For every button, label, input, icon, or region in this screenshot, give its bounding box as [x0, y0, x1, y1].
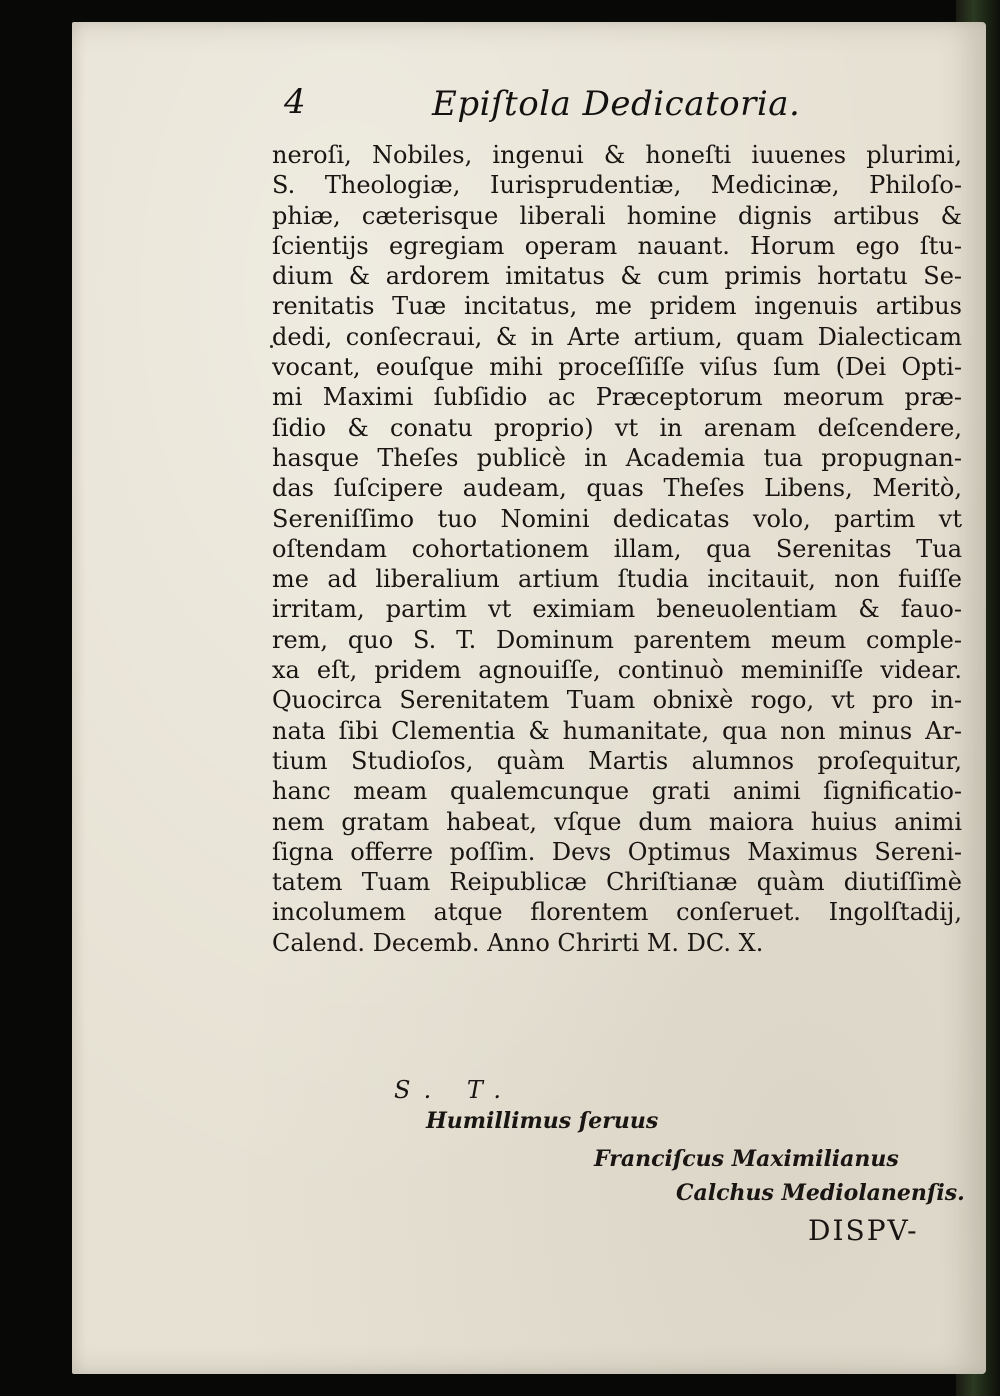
text-line: mi Maximi ſubſidio ac Præceptorum meorum præ- [272, 383, 962, 412]
text-line: nata ſibi Clementia & humanitate, qua non minus Ar- [272, 716, 962, 745]
text-line: dium & ardorem imitatus & cum primis hortatu Se- [272, 262, 962, 291]
text-line: oſtendam cohortationem illam, qua Serenitas Tua [272, 534, 962, 563]
page-number: 4 [284, 82, 306, 122]
text-line: hasque Theſes publicè in Academia tua propugnan- [272, 443, 962, 472]
text-line: xa eſt, pridem agnouiſſe, continuò meminiſſe videar. [272, 656, 962, 685]
text-line: vocant, eouſque mihi proceſſiſſe viſus ſum (Dei Opti- [272, 353, 962, 382]
text-line: Calend. Decemb. Anno Chrirti M. DC. X. [272, 928, 764, 957]
text-line: ſigna offerre poſſim. Devs Optimus Maximus Sereni- [272, 837, 962, 866]
catchword: DISPV- [808, 1214, 919, 1247]
text-line: dedi, conſecraui, & in Arte artium, quam Dialecticam [272, 322, 962, 351]
text-line: tium Studioſos, quàm Martis alumnos proſequitur, [272, 746, 962, 775]
text-line: incolumem atque florentem conſeruet. Ingolſtadij, [272, 898, 962, 927]
text-line: das ſuſcipere audeam, quas Theſes Libens, Meritò, [272, 474, 962, 503]
running-head [284, 82, 824, 134]
running-title: Epiſtola Dedicatoria. [432, 84, 801, 124]
text-line: renitatis Tuæ incitatus, me pridem ingenuis artibus [272, 292, 962, 321]
dedication-text [272, 140, 962, 958]
signer-name: Franciſcus Maximilianus [594, 1146, 899, 1172]
text-line: tatem Tuam Reipublicæ Chriſtianæ quàm diutiſſimè [272, 868, 962, 897]
text-line: ſcientijs egregiam operam nauant. Horum ego ſtu- [272, 231, 962, 260]
text-line: neroſi, Nobiles, ingenui & honeſti iuuenes plurimi, [272, 141, 962, 169]
text-line: irritam, partim vt eximiam beneuolentiam & fauo- [272, 595, 962, 624]
text-line: Sereniſſimo tuo Nomini dedicatas volo, partim vt [272, 504, 962, 533]
closing-humble-servant: Humillimus ſeruus [426, 1108, 659, 1134]
text-line: nem gratam habeat, vſque dum maiora huius animi [272, 807, 962, 836]
text-line: hanc meam qualemcunque grati animi ſignificatio- [272, 777, 962, 806]
text-line: S. Theologiæ, Iurisprudentiæ, Medicinæ, Philoſo- [272, 171, 962, 200]
text-line: me ad liberalium artium ſtudia incitauit, non fuiſſe [272, 565, 962, 594]
serenitas-tua-abbrev: S. T. [394, 1076, 515, 1104]
text-line: Quocirca Serenitatem Tuam obnixè rogo, vt pro in- [272, 686, 962, 715]
text-line: phiæ, cæterisque liberali homine dignis artibus & [272, 201, 962, 230]
text-line: rem, quo S. T. Dominum parentem meum comple- [272, 625, 962, 654]
signer-origin: Calchus Mediolanenſis. [676, 1180, 965, 1206]
text-line: ſidio & conatu proprio) vt in arenam deſcendere, [272, 413, 962, 442]
